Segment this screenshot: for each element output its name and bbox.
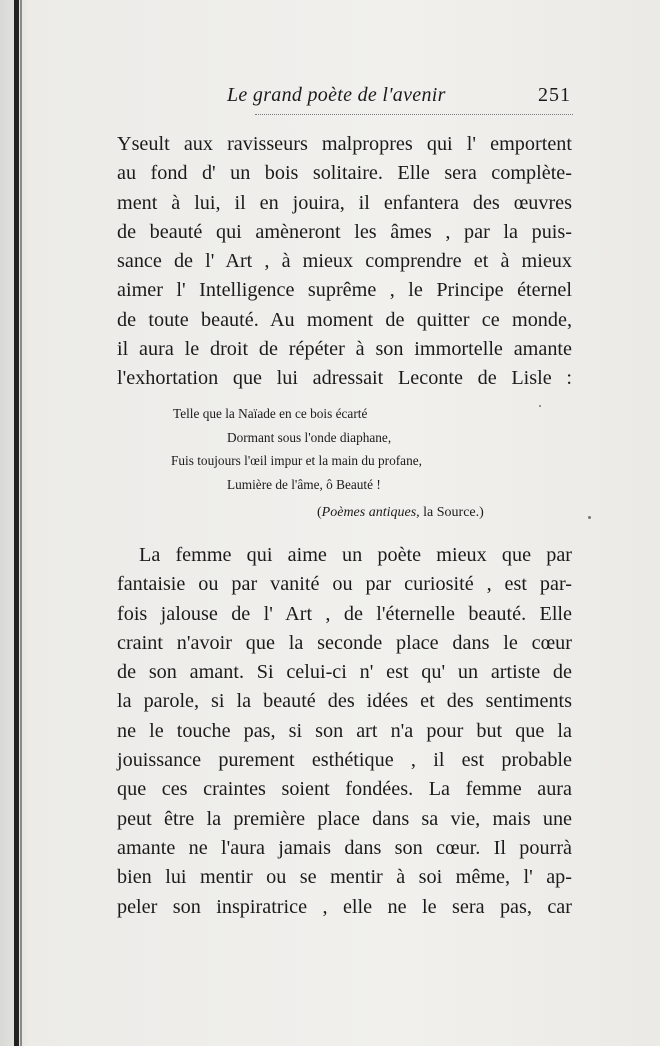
text-line: il aura le droit de répéter à son immortelle amante <box>117 338 572 361</box>
text-line: bien lui mentir ou se mentir à soi même, l' ap- <box>117 866 572 889</box>
header-rule <box>255 114 573 115</box>
citation-rest: la Source. <box>423 505 480 520</box>
text-line: que ces craintes soient fondées. La femme aura <box>117 778 572 801</box>
text-line: La femme qui aime un poète mieux que par <box>139 544 572 566</box>
text-line: sance de l' Art , à mieux comprendre et à mieux <box>117 250 572 273</box>
citation-close: ) <box>479 505 484 520</box>
running-title: Le grand poète de l'avenir <box>227 84 446 106</box>
text-line: ment à lui, il en jouira, il enfantera des œuvres <box>117 191 572 214</box>
text-line: peut être la première place dans sa vie, mais une <box>117 807 572 830</box>
verse-line: Dormant sous l'onde diaphane, <box>227 429 392 445</box>
text-line: fantaisie ou par vanité ou par curiosité , est par- <box>117 573 572 596</box>
citation-work: Poèmes antiques, <box>321 505 420 520</box>
verse-line: Lumière de l'âme, ô Beauté ! <box>227 476 381 492</box>
paragraph-2 <box>117 541 572 922</box>
running-head <box>117 84 571 114</box>
text-line: de toute beauté. Au moment de quitter ce monde, <box>117 308 572 331</box>
text-line: aimer l' Intelligence suprême , le Principe éternel <box>117 279 572 302</box>
text-line: amante ne l'aura jamais dans son cœur. Il pourrà <box>117 836 572 859</box>
page-binding-shadow <box>20 0 22 1046</box>
text-line: Yseult aux ravisseurs malpropres qui l' emportent <box>117 133 572 155</box>
text-line: ne le touche pas, si son art n'a pour but que la <box>117 719 572 742</box>
text-line: la parole, si la beauté des idées et des sentiments <box>117 690 572 713</box>
text-line: de son amant. Si celui-ci n' est qu' un artiste de <box>117 661 572 684</box>
text-line: craint n'avoir que la seconde place dans le cœur <box>117 631 572 654</box>
text-line: l'exhortation que lui adressait Leconte de Lisle : <box>117 367 572 390</box>
verse-line: Fuis toujours l'œil impur et la main du profane, <box>171 453 422 468</box>
text-line: de beauté qui amèneront les âmes , par la puis- <box>117 220 572 243</box>
paper-speck <box>539 405 541 407</box>
verse-citation <box>117 501 572 525</box>
text-line: jouissance purement esthétique , il est probable <box>117 749 572 772</box>
paragraph-1 <box>117 130 572 394</box>
citation-open: ( <box>317 505 322 520</box>
text-line: fois jalouse de l' Art , de l'éternelle beauté. Elle <box>117 602 572 625</box>
text-line: au fond d' un bois solitaire. Elle sera complète- <box>117 162 572 185</box>
page-number: 251 <box>538 84 571 106</box>
verse-quotation <box>117 402 572 525</box>
verse-line: Telle que la Naïade en ce bois écarté <box>173 406 368 421</box>
paper-speck <box>588 516 591 519</box>
text-line: peler son inspiratrice , elle ne le sera pas, car <box>117 895 572 918</box>
page-binding-edge <box>14 0 19 1046</box>
